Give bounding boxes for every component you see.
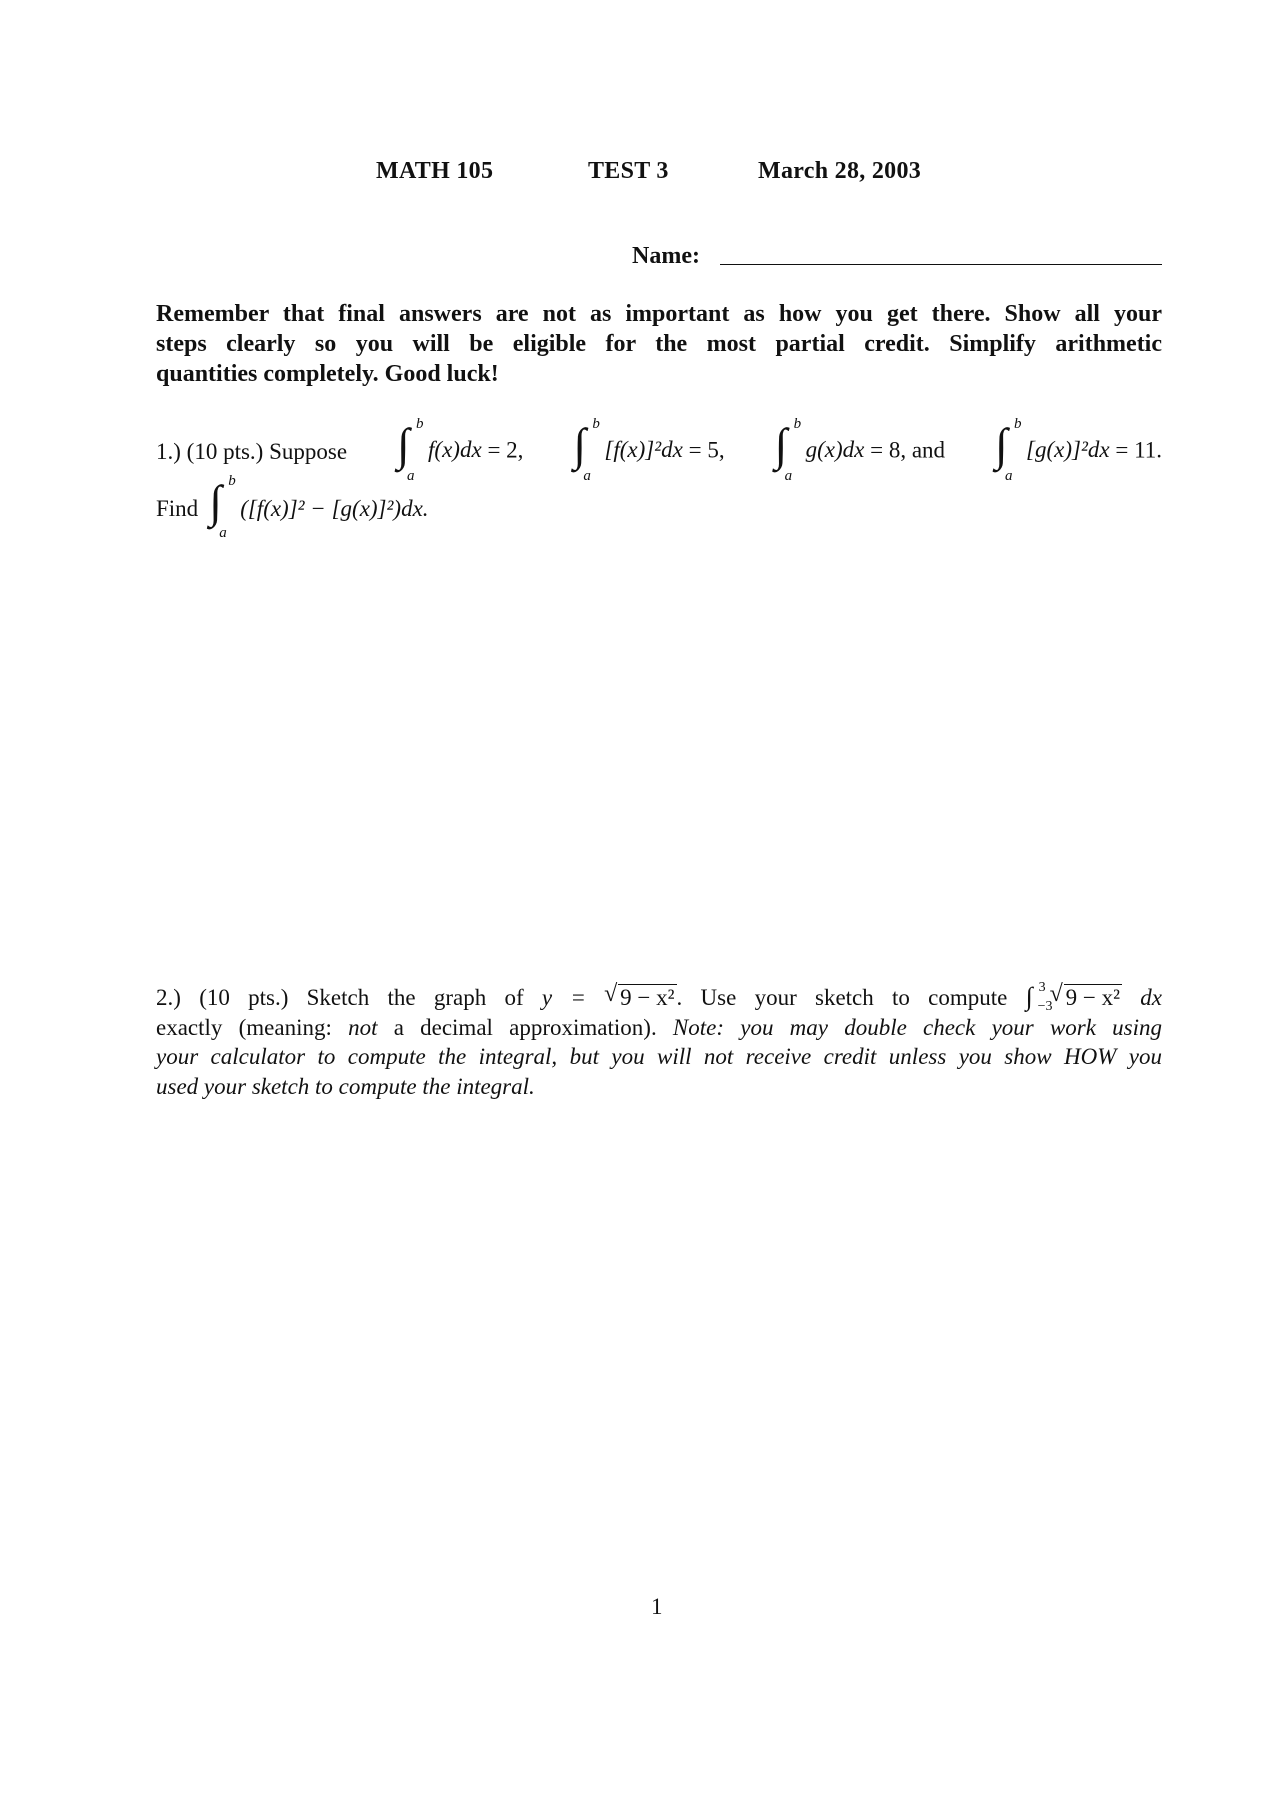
integral-sign-icon: ∫ b a xyxy=(774,416,802,484)
name-blank-line xyxy=(720,264,1162,265)
given-integral-g-squared: ∫ b a [g(x)]²dx = 11. xyxy=(992,428,1162,476)
instruction-line: steps clearly so you will be eligible for the most partial credit. Simplify arithmetic xyxy=(156,331,1162,357)
question-2 xyxy=(156,982,1162,1101)
question-2-line: your calculator to compute the integral, but you will not receive credit unless you show HOW you xyxy=(156,1044,1162,1069)
square-root-icon: √ 9 − x² xyxy=(604,981,675,1010)
integral-sign-icon: ∫ b a xyxy=(995,416,1022,484)
test-title: TEST 3 xyxy=(588,158,669,184)
name-label: Name: xyxy=(632,243,700,269)
question-1-given xyxy=(156,416,1162,484)
integral-sign-icon: ∫ b a xyxy=(209,473,236,541)
question-2-line: exactly (meaning: not a decimal approximation). Note: you may double check your work using xyxy=(156,1014,1163,1040)
question-1-find xyxy=(156,473,429,541)
given-integral-g: ∫ b a g(x)dx = 8, and xyxy=(772,428,945,476)
find-label: Find xyxy=(156,496,199,521)
square-root-icon: √ 9 − x² xyxy=(1049,981,1121,1010)
given-integral-f-squared: ∫ b a [f(x)]²dx = 5, xyxy=(570,428,724,476)
question-2-line: 2.) (10 pts.) Sketch the graph of y = √ 9 − x². Use your sketch to compute ∫ 3 −3 √ 9 − x² dx xyxy=(156,980,1163,1014)
instructions xyxy=(156,299,1162,389)
question-2-line: used your sketch to compute the integral. xyxy=(156,1073,535,1099)
page-number: 1 xyxy=(651,1594,663,1619)
course-title: MATH 105 xyxy=(376,158,494,184)
instruction-line: quantities completely. Good luck! xyxy=(156,361,499,387)
integral-sign-icon: ∫ b a xyxy=(397,416,424,484)
question-1 xyxy=(156,416,1162,541)
find-integrand: ([f(x)]² − [g(x)]²)dx. xyxy=(240,496,429,521)
integral-sign-icon: ∫ b a xyxy=(573,416,600,484)
integral-sign-icon: ∫ 3 −3 xyxy=(1025,980,1053,1014)
question-1-label: 1.) (10 pts.) Suppose xyxy=(156,439,348,464)
test-date: March 28, 2003 xyxy=(758,158,922,184)
given-integral-f: ∫ b a f(x)dx = 2, xyxy=(394,428,523,476)
instruction-line: Remember that final answers are not as important as how you get there. Show all your xyxy=(156,301,1162,327)
